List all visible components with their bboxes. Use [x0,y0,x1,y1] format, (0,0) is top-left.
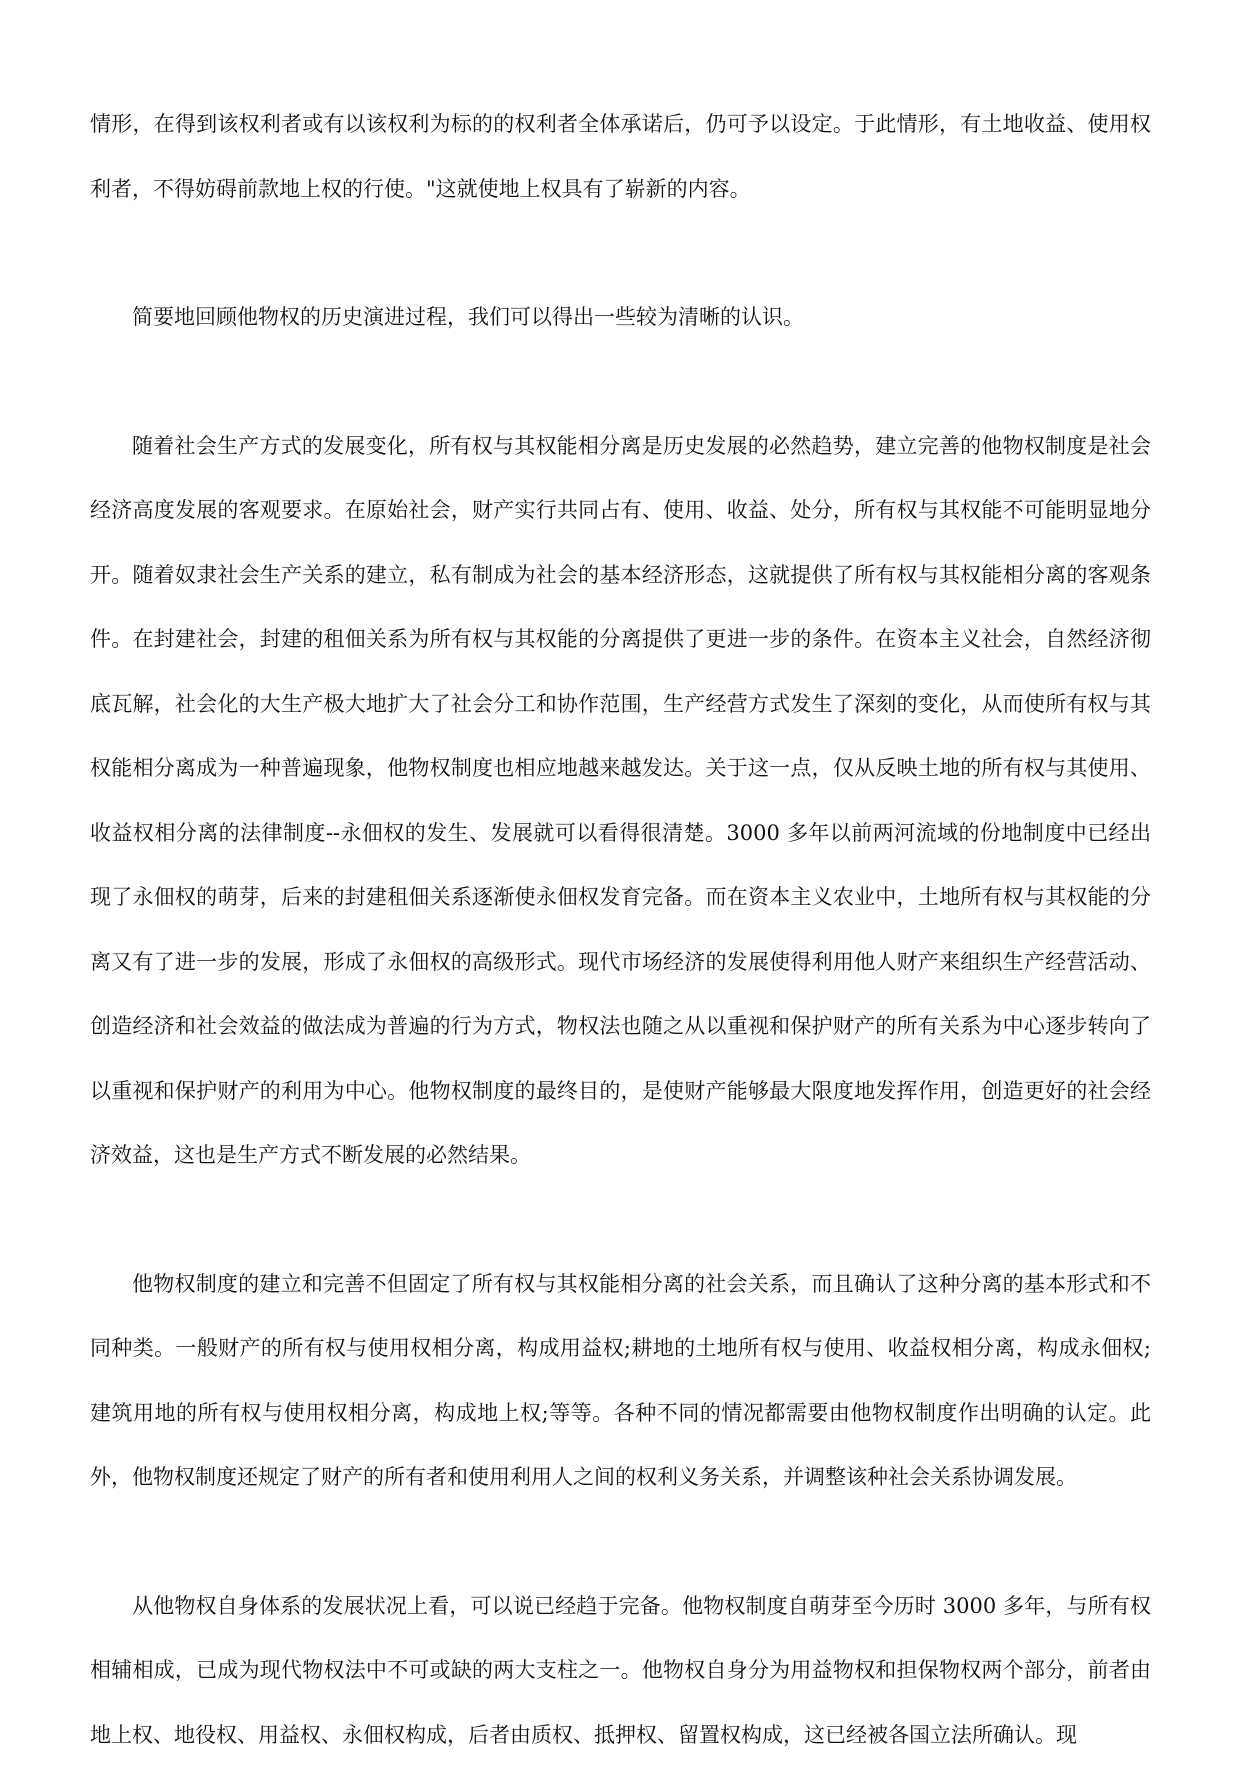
paragraph-1: 情形，在得到该权利者或有以该权利为标的的权利者全体承诺后，仍可予以设定。于此情形，有土地收益、使用权利者，不得妨碍前款地上权的行使。"这就使地上权具有了崭新的内容。 [90,92,1151,221]
paragraph-4: 他物权制度的建立和完善不但固定了所有权与其权能相分离的社会关系，而且确认了这种分离的基本形式和不同种类。一般财产的所有权与使用权相分离，构成用益权;耕地的土地所有权与使用、收益权相分离，构成永佃权;建筑用地的所有权与使用权相分离，构成地上权;等等。各种不同的情况都需要由他物权制度作出明确的认定。此外，他物权制度还规定了财产的所有者和使用利用人之间的权利义务关系，并调整该种社会关系协调发展。 [90,1252,1151,1510]
document-page [90,92,1151,1767]
paragraph-gap [90,221,1151,285]
paragraph-3: 随着社会生产方式的发展变化，所有权与其权能相分离是历史发展的必然趋势，建立完善的他物权制度是社会经济高度发展的客观要求。在原始社会，财产实行共同占有、使用、收益、处分，所有权与其权能不可能明显地分开。随着奴隶社会生产关系的建立，私有制成为社会的基本经济形态，这就提供了所有权与其权能相分离的客观条件。在封建社会，封建的租佃关系为所有权与其权能的分离提供了更进一步的条件。在资本主义社会，自然经济彻底瓦解，社会化的大生产极大地扩大了社会分工和协作范围，生产经营方式发生了深刻的变化，从而使所有权与其权能相分离成为一种普遍现象，他物权制度也相应地越来越发达。关于这一点，仅从反映土地的所有权与其使用、收益权相分离的法律制度--永佃权的发生、发展就可以看得很清楚。3000 多年以前两河流域的份地制度中已经出现了永佃权的萌芽，后来的封建租佃关系逐渐使永佃权发育完备。而在资本主义农业中，土地所有权与其权能的分离又有了进一步的发展，形成了永佃权的高级形式。现代市场经济的发展使得利用他人财产来组织生产经营活动、创造经济和社会效益的做法成为普遍的行为方式，物权法也随之从以重视和保护财产的所有关系为中心逐步转向了以重视和保护财产的利用为中心。他物权制度的最终目的，是使财产能够最大限度地发挥作用，创造更好的社会经济效益，这也是生产方式不断发展的必然结果。 [90,414,1151,1188]
paragraph-gap [90,350,1151,414]
paragraph-2: 简要地回顾他物权的历史演进过程，我们可以得出一些较为清晰的认识。 [90,285,1151,350]
paragraph-5: 从他物权自身体系的发展状况上看，可以说已经趋于完备。他物权制度自萌芽至今历时 3000 多年，与所有权相辅相成，已成为现代物权法中不可或缺的两大支柱之一。他物权自身分为用益物权和担保物权两个部分，前者由地上权、地役权、用益权、永佃权构成，后者由质权、抵押权、留置权构成，这已经被各国立法所确认。现 [90,1574,1151,1767]
paragraph-gap [90,1510,1151,1574]
paragraph-gap [90,1188,1151,1252]
